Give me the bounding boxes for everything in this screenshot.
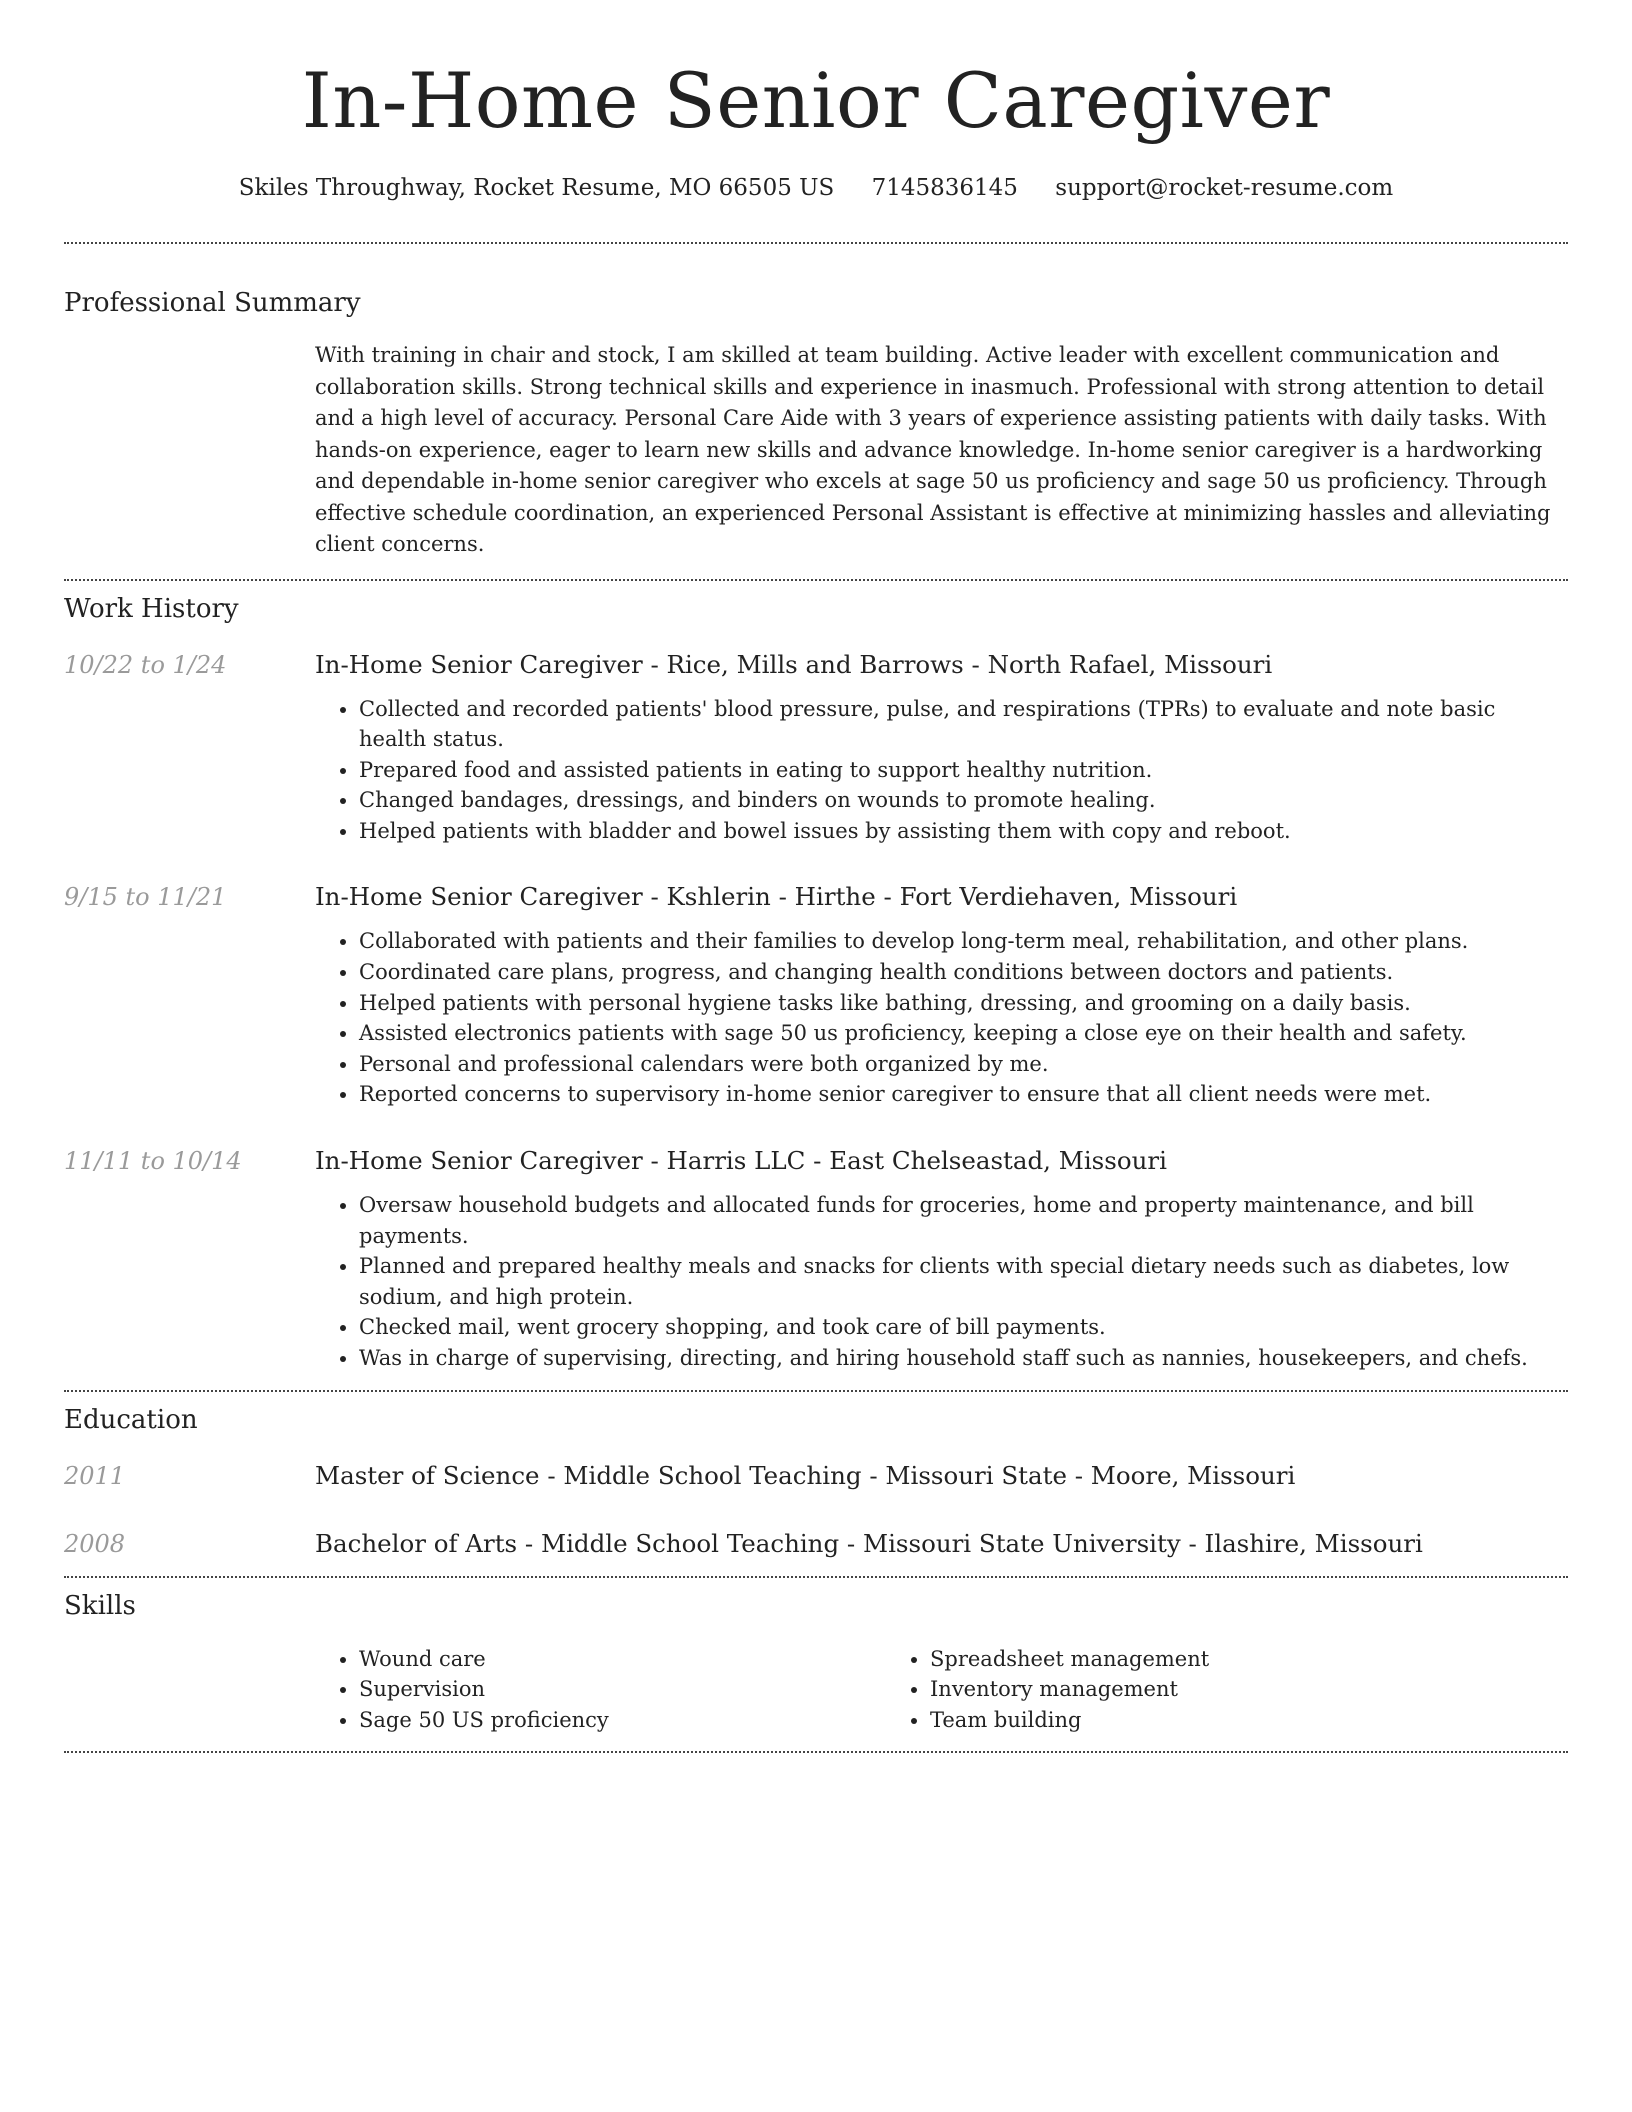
job-bullets [315,926,1568,1110]
section-title-work-history: Work History [64,593,239,624]
education-heading: Bachelor of Arts - Middle School Teaching - Missouri State University - Ilashire, Missouri [315,1528,1423,1558]
education-year: 2008 [64,1529,126,1558]
divider [64,579,1568,581]
contact-phone: 7145836145 [871,175,1018,201]
job-heading: In-Home Senior Caregiver - Harris LLC - East Chelseastad, Missouri [315,1146,1167,1176]
skill-item: • Spreadsheet management [930,1644,1457,1675]
candidate-name: In-Home Senior Caregiver [301,56,1331,145]
job-bullets [315,694,1568,847]
education-heading: Master of Science - Middle School Teaching - Missouri State - Moore, Missouri [315,1460,1296,1490]
divider [64,1751,1568,1753]
list-item: • Collected and recorded patients' blood pressure, pulse, and respirations (TPRs) to evaluate and note basic health status. [359,694,1568,755]
job-entry [64,648,1568,847]
skills-column-right [886,1644,1457,1736]
job-heading: In-Home Senior Caregiver - Rice, Mills and Barrows - North Rafael, Missouri [315,649,1273,679]
job-dates: 11/11 to 10/14 [64,1147,242,1176]
skills-column-left [315,1644,886,1736]
education-entry [64,1527,1568,1561]
divider [64,1390,1568,1392]
divider [64,1576,1568,1578]
list-item: • Prepared food and assisted patients in eating to support healthy nutrition. [359,755,1568,786]
list-item: • Helped patients with bladder and bowel issues by assisting them with copy and reboot. [359,816,1568,847]
education-entry [64,1459,1568,1493]
job-dates: 9/15 to 11/21 [64,883,227,912]
list-item: • Reported concerns to supervisory in-home senior caregiver to ensure that all client needs were met. [359,1079,1568,1110]
skill-item: • Inventory management [930,1674,1457,1705]
contact-email: support@rocket-resume.com [1055,175,1394,201]
job-heading: In-Home Senior Caregiver - Kshlerin - Hirthe - Fort Verdiehaven, Missouri [315,882,1238,912]
list-item: • Was in charge of supervising, directing, and hiring household staff such as nannies, housekeepers, and chefs. [359,1343,1568,1374]
resume-page [64,0,1568,1753]
job-dates: 10/22 to 1/24 [64,650,227,679]
divider [64,242,1568,244]
contact-line [64,168,1568,208]
contact-address: Skiles Throughway, Rocket Resume, MO 66505 US [238,175,835,201]
education-year: 2011 [64,1461,126,1490]
list-item: • Collaborated with patients and their families to develop long-term meal, rehabilitation, and other plans. [359,926,1568,957]
job-entry [64,1144,1568,1374]
list-item: • Oversaw household budgets and allocated funds for groceries, home and property maintenance, and bill payments. [359,1190,1568,1251]
skill-item: • Supervision [359,1674,886,1705]
list-item: • Assisted electronics patients with sage 50 us proficiency, keeping a close eye on their health and safety. [359,1018,1568,1049]
list-item: • Planned and prepared healthy meals and snacks for clients with special dietary needs such as diabetes, low sodium, and high protein. [359,1251,1568,1312]
list-item: • Coordinated care plans, progress, and changing health conditions between doctors and patients. [359,957,1568,988]
list-item: • Checked mail, went grocery shopping, and took care of bill payments. [359,1312,1568,1343]
list-item: • Helped patients with personal hygiene tasks like bathing, dressing, and grooming on a daily basis. [359,988,1568,1019]
job-entry [64,880,1568,1110]
skill-item: • Sage 50 US proficiency [359,1705,886,1736]
list-item: • Personal and professional calendars were both organized by me. [359,1049,1568,1080]
list-item: • Changed bandages, dressings, and binders on wounds to promote healing. [359,785,1568,816]
section-title-education: Education [64,1404,198,1435]
skills-list [315,1644,1568,1736]
job-bullets [315,1190,1568,1374]
summary-text: With training in chair and stock, I am skilled at team building. Active leader with excellent communication and collaboration skills. Strong technical skills and experience in inasmuch. Professional with strong attention to detail and a high level of accuracy. Personal Care Aide with 3 years of experience assisting patients with daily tasks. With hands-on experience, eager to learn new skills and advance knowledge. In-home senior caregiver is a hardworking and dependable in-home senior caregiver who excels at sage 50 us proficiency and sage 50 us proficiency. Through effective schedule coordination, an experienced Personal Assistant is effective at minimizing hassles and alleviating client concerns. [315,343,1551,556]
section-title-skills: Skills [64,1590,136,1621]
skill-item: • Wound care [359,1644,886,1675]
section-title-summary: Professional Summary [64,288,361,318]
skill-item: • Team building [930,1705,1457,1736]
